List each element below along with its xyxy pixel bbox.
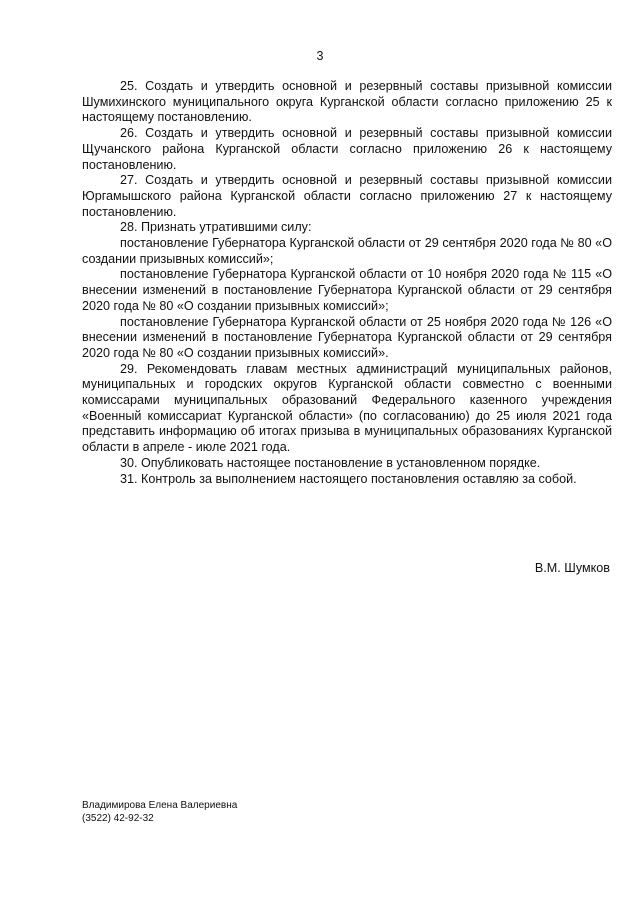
- paragraph-25: 25. Создать и утвердить основной и резервный составы призывной комиссии Шумихинского муниципального округа Курганской области согласно приложению 25 к настоящему постановлению.: [82, 79, 612, 125]
- paragraph-30: 30. Опубликовать настоящее постановление в установленном порядке.: [120, 455, 541, 470]
- executor-name: Владимирова Елена Валериевна: [82, 800, 238, 811]
- executor-block: [82, 799, 237, 825]
- paragraph-28-item-3: постановление Губернатора Курганской области от 25 ноября 2020 года № 126 «О внесении изменений в постановление Губернатора Курганской области от 29 сентября 2020 года № 80 «О создании призывных комиссий».: [82, 314, 612, 360]
- paragraph-28: 28. Признать утратившими силу:: [120, 220, 312, 235]
- paragraph-28-item-2: постановление Губернатора Курганской области от 10 ноября 2020 года № 115 «О внесении изменений в постановление Губернатора Курганской области от 29 сентября 2020 года № 80 «О создании призывных комиссий»;: [82, 267, 612, 313]
- paragraph-26: 26. Создать и утвердить основной и резервный составы призывной комиссии Щучанского района Курганской области согласно приложению 26 к настоящему постановлению.: [82, 126, 612, 172]
- document-body: [82, 79, 612, 487]
- paragraph-29: 29. Рекомендовать главам местных администраций муниципальных районов, муниципальных и городских округов Курганской области совместно с военными комиссарами муниципальных образований Федерального казенного учреждения «Военный комиссариат Курганской области» (по согласованию) до 25 июля 2021 года представить информацию об итогах призыва в муниципальных образованиях Курганской области в апреле - июле 2021 года.: [82, 361, 612, 455]
- page-number: 3: [316, 49, 324, 63]
- executor-phone: (3522) 42-92-32: [82, 813, 154, 824]
- signature-name: В.М. Шумков: [534, 561, 610, 575]
- paragraph-31: 31. Контроль за выполнением настоящего постановления оставляю за собой.: [120, 471, 577, 486]
- paragraph-27: 27. Создать и утвердить основной и резервный составы призывной комиссии Юргамышского района Курганской области согласно приложению 27 к настоящему постановлению.: [82, 173, 612, 219]
- paragraph-28-item-1: постановление Губернатора Курганской области от 29 сентября 2020 года № 80 «О создании призывных комиссий»;: [82, 236, 612, 266]
